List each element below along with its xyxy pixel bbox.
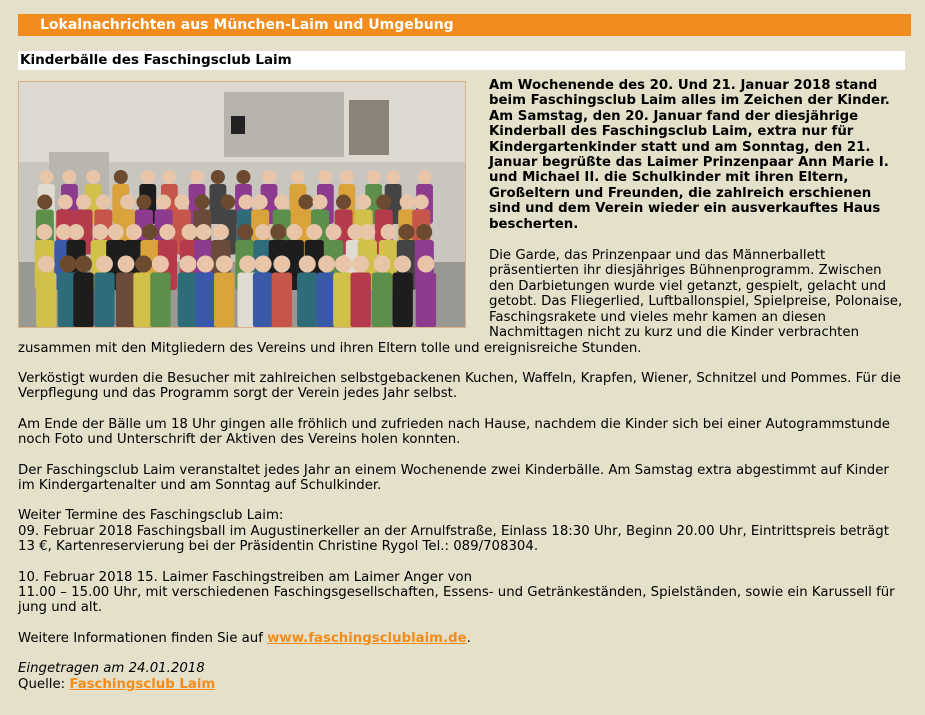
entry-date: Eingetragen am 24.01.2018	[18, 661, 205, 677]
termin-faschingstreiben-line1: 10. Februar 2018 15. Laimer Faschingstreiben am Laimer Anger von	[18, 569, 473, 585]
info-prefix: Weitere Informationen finden Sie auf	[18, 630, 268, 646]
article-lead: Am Wochenende des 20. Und 21. Januar 2018 stand beim Faschingsclub Laim alles im Zeichen der Kinder. Am Samstag, den 20. Januar fand der diesjährige Kinderball des Faschingsclub Laim, extra nur für Kindergartenkinder statt und am Sonntag, den 21. Januar begrüßte das Laimer Prinzenpaar Ann Marie I. und Michael II. die Schulkinder mit ihren Eltern, Großeltern und Freunden, die zahlreich erschienen sind und dem Verein wieder ein ausverkauftes Haus bescherten.	[489, 78, 890, 232]
info-suffix: .	[466, 630, 471, 646]
article-title: Kinderbälle des Faschingsclub Laim	[18, 51, 905, 70]
article-paragraph-end: Am Ende der Bälle um 18 Uhr gingen alle fröhlich und zufrieden nach Hause, nachdem die Kinder sich bei einer Autogrammstunde noch Foto und Unterschrift der Aktiven des Vereins holen konnten.	[18, 416, 890, 448]
termin-faschingstreiben	[18, 570, 907, 616]
article-paragraph-balls: Der Faschingsclub Laim veranstaltet jedes Jahr an einem Wochenende zwei Kinderbälle. Am Samstag extra abgestimmt auf Kinder im Kindergartenalter und am Sonntag auf Schulkinder.	[18, 462, 889, 493]
source-line	[18, 677, 907, 692]
termin-faschingsball: 09. Februar 2018 Faschingsball im Augustinerkeller an der Arnulfstraße, Einlass 18:30 Uhr, Beginn 20.00 Uhr, Eintrittspreis beträgt 13 €, Kartenreservierung bei der Präsidentin Christine Rygol Tel.: 089/708304.	[18, 523, 889, 555]
article-paragraph-food: Verköstigt wurden die Besucher mit zahlreichen selbstgebackenen Kuchen, Waffeln, Krapfen, Wiener, Schnitzel und Pommes. Für die Verpflegung und das Programm sorgt der Verein jedes Jahr selbst.	[18, 370, 901, 402]
article-paragraph-program: Die Garde, das Prinzenpaar und das Männerballett präsentierten ihr diesjähriges Bühnenprogramm. Zwischen den Darbietungen wurde viel getanzt, gespielt, gelacht und getobt. Das Fliegerlied, Luftballonspiel, Spielpreise, Polonaise, Faschingsrakete und vieles mehr kamen an diesen Nachmittagen nicht zu kurz und die Kinder verbrachten zusammen mit den Mitgliedern des Vereins und ihren Eltern tolle und ereignisreiche Stunden.	[18, 248, 903, 356]
group-photo-icon	[19, 82, 465, 327]
info-line	[18, 631, 907, 646]
article-body	[18, 80, 907, 692]
website-link[interactable]: www.faschingsclublaim.de	[267, 630, 467, 646]
source-label: Quelle:	[18, 676, 70, 692]
source-link[interactable]: Faschingsclub Laim	[69, 676, 216, 692]
termine-heading: Weiter Termine des Faschingsclub Laim:	[18, 508, 284, 524]
group-photo	[18, 81, 466, 328]
section-header: Lokalnachrichten aus München-Laim und Umgebung	[18, 14, 911, 36]
termin-faschingstreiben-line2: 11.00 – 15.00 Uhr, mit verschiedenen Faschingsgesellschaften, Essens- und Getränkeständen, Spielständen, sowie ein Karussell für jung und alt.	[18, 584, 895, 616]
